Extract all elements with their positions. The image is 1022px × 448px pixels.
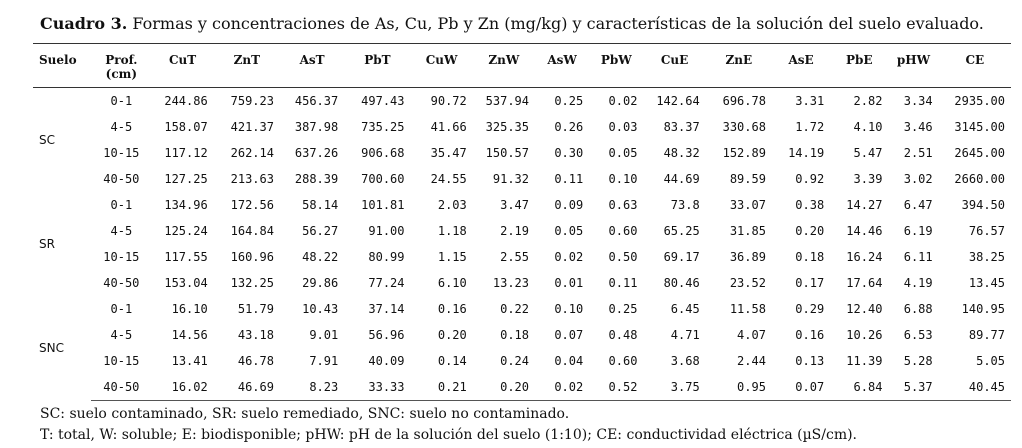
value-cell: 160.96 [230, 250, 274, 264]
depth-cell: 4-5 [110, 224, 133, 238]
value-cell: 11.39 [846, 354, 883, 368]
value-cell: 0.24 [500, 354, 529, 368]
value-cell: 0.11 [554, 172, 584, 186]
header-prof-line2: (cm) [105, 67, 138, 81]
caption-label: Cuadro 3. [40, 14, 128, 33]
value-cell: 0.21 [411, 374, 473, 401]
value-cell: 17.64 [846, 276, 883, 290]
header-zne: ZnE [706, 44, 772, 88]
value-cell: 0.16 [795, 328, 825, 342]
value-cell: 0.02 [535, 374, 589, 401]
value-cell: 0.04 [554, 354, 584, 368]
value-cell: 6.88 [903, 302, 933, 316]
value-cell: 69.17 [663, 250, 700, 264]
value-cell: 33.07 [729, 198, 766, 212]
value-cell: 0.20 [437, 328, 467, 342]
value-cell: 1.15 [437, 250, 467, 264]
value-cell: 9.01 [309, 328, 339, 342]
depth-cell: 4-5 [110, 120, 133, 134]
value-cell: 0.16 [437, 302, 467, 316]
value-cell: 46.69 [214, 374, 280, 401]
depth-cell: 10-15 [103, 250, 140, 264]
value-cell: 73.8 [670, 198, 700, 212]
value-cell: 0.95 [706, 374, 772, 401]
value-cell: 3.68 [670, 354, 700, 368]
value-cell: 83.37 [663, 120, 700, 134]
table-header-row [33, 44, 1011, 88]
header-pbe: PbE [830, 44, 888, 88]
value-cell: 90.72 [430, 94, 467, 108]
header-pbt: PbT [344, 44, 410, 88]
note-abbreviations: T: total, W: soluble; E: biodisponible; pHW: pH de la solución del suelo (1:10); CE: conductividad eléctrica (µS/cm). [40, 427, 858, 443]
value-cell: 44.69 [663, 172, 700, 186]
depth-cell: 10-15 [103, 146, 140, 160]
value-cell: 40.09 [368, 354, 405, 368]
value-cell: 58.14 [302, 198, 339, 212]
header-prof [91, 44, 151, 88]
table-row [33, 88, 1011, 115]
value-cell: 0.29 [795, 302, 825, 316]
table-row [33, 322, 1011, 348]
table-row [33, 244, 1011, 270]
value-cell: 56.96 [368, 328, 405, 342]
header-asw: AsW [535, 44, 589, 88]
value-cell: 91.00 [368, 224, 405, 238]
value-cell: 0.05 [608, 146, 638, 160]
value-cell: 906.68 [361, 146, 405, 160]
depth-cell: 0-1 [110, 198, 133, 212]
depth-cell: 4-5 [110, 328, 133, 342]
value-cell: 456.37 [294, 94, 339, 108]
header-cuw: CuW [411, 44, 473, 88]
value-cell: 127.25 [164, 172, 208, 186]
value-cell: 16.02 [151, 374, 213, 401]
value-cell: 2.44 [737, 354, 766, 368]
value-cell: 0.09 [554, 198, 584, 212]
value-cell: 142.64 [656, 94, 700, 108]
value-cell: 2645.00 [954, 146, 1005, 160]
value-cell: 152.89 [722, 146, 766, 160]
value-cell: 6.45 [670, 302, 700, 316]
value-cell: 13.41 [171, 354, 208, 368]
value-cell: 140.95 [961, 302, 1005, 316]
value-cell: 0.14 [437, 354, 467, 368]
table-row [33, 166, 1011, 192]
value-cell: 2660.00 [954, 172, 1005, 186]
value-cell: 3.34 [903, 94, 933, 108]
value-cell: 6.84 [830, 374, 888, 401]
value-cell: 5.37 [888, 374, 938, 401]
depth-cell: 40-50 [103, 172, 140, 186]
value-cell: 150.57 [485, 146, 529, 160]
value-cell: 0.92 [795, 172, 825, 186]
value-cell: 172.56 [230, 198, 274, 212]
data-table-container [33, 43, 1011, 401]
value-cell: 0.17 [795, 276, 825, 290]
value-cell: 0.20 [795, 224, 825, 238]
value-cell: 37.14 [368, 302, 405, 316]
value-cell: 117.12 [164, 146, 208, 160]
value-cell: 101.81 [361, 198, 405, 212]
value-cell: 2.51 [903, 146, 933, 160]
value-cell: 23.52 [729, 276, 766, 290]
depth-cell: 0-1 [110, 302, 133, 316]
value-cell: 2.03 [437, 198, 467, 212]
value-cell: 10.43 [302, 302, 339, 316]
value-cell: 0.05 [554, 224, 584, 238]
soil-label: SNC [39, 341, 64, 356]
header-prof-line1: Prof. [105, 53, 138, 67]
value-cell: 330.68 [722, 120, 766, 134]
value-cell: 10.26 [846, 328, 883, 342]
value-cell: 421.37 [230, 120, 274, 134]
value-cell: 0.18 [500, 328, 529, 342]
value-cell: 0.38 [795, 198, 825, 212]
value-cell: 14.27 [846, 198, 883, 212]
value-cell: 244.86 [164, 94, 208, 108]
value-cell: 0.63 [608, 198, 638, 212]
value-cell: 16.24 [846, 250, 883, 264]
value-cell: 735.25 [361, 120, 405, 134]
value-cell: 0.11 [608, 276, 638, 290]
value-cell: 0.50 [608, 250, 638, 264]
header-ce: CE [939, 44, 1011, 88]
value-cell: 1.72 [795, 120, 825, 134]
value-cell: 0.25 [608, 302, 638, 316]
value-cell: 3.39 [853, 172, 883, 186]
value-cell: 91.32 [492, 172, 529, 186]
header-znt: ZnT [214, 44, 280, 88]
value-cell: 0.20 [473, 374, 535, 401]
value-cell: 5.05 [976, 354, 1005, 368]
value-cell: 0.01 [554, 276, 584, 290]
value-cell: 134.96 [164, 198, 208, 212]
header-znw: ZnW [473, 44, 535, 88]
value-cell: 0.02 [608, 94, 638, 108]
value-cell: 56.27 [302, 224, 339, 238]
value-cell: 46.78 [237, 354, 274, 368]
value-cell: 40.45 [939, 374, 1011, 401]
value-cell: 325.35 [485, 120, 529, 134]
value-cell: 4.71 [670, 328, 700, 342]
value-cell: 24.55 [430, 172, 467, 186]
value-cell: 125.24 [164, 224, 208, 238]
header-cut: CuT [151, 44, 213, 88]
value-cell: 65.25 [663, 224, 700, 238]
value-cell: 8.23 [280, 374, 344, 401]
note-soil-legend: SC: suelo contaminado, SR: suelo remediado, SNC: suelo no contaminado. [40, 406, 570, 422]
value-cell: 5.47 [853, 146, 883, 160]
value-cell: 0.02 [554, 250, 584, 264]
caption-text: Formas y concentraciones de As, Cu, Pb y Zn (mg/kg) y características de la solución del suelo evaluado. [127, 14, 984, 33]
value-cell: 13.45 [968, 276, 1005, 290]
value-cell: 43.18 [237, 328, 274, 342]
value-cell: 0.07 [772, 374, 830, 401]
value-cell: 41.66 [430, 120, 467, 134]
table-row [33, 218, 1011, 244]
value-cell: 117.55 [164, 250, 208, 264]
header-ase: AsE [772, 44, 830, 88]
value-cell: 89.77 [968, 328, 1005, 342]
value-cell: 7.91 [309, 354, 339, 368]
value-cell: 36.89 [729, 250, 766, 264]
value-cell: 14.19 [788, 146, 825, 160]
value-cell: 16.10 [171, 302, 208, 316]
value-cell: 0.22 [500, 302, 529, 316]
value-cell: 696.78 [722, 94, 766, 108]
value-cell: 0.26 [554, 120, 584, 134]
value-cell: 497.43 [361, 94, 405, 108]
value-cell: 14.56 [171, 328, 208, 342]
value-cell: 38.25 [968, 250, 1005, 264]
value-cell: 77.24 [368, 276, 405, 290]
value-cell: 29.86 [302, 276, 339, 290]
value-cell: 48.32 [663, 146, 700, 160]
value-cell: 6.47 [903, 198, 933, 212]
value-cell: 637.26 [294, 146, 339, 160]
value-cell: 153.04 [164, 276, 208, 290]
value-cell: 262.14 [230, 146, 274, 160]
value-cell: 2.55 [500, 250, 529, 264]
value-cell: 3145.00 [954, 120, 1005, 134]
value-cell: 0.10 [608, 172, 638, 186]
value-cell: 14.46 [846, 224, 883, 238]
value-cell: 48.22 [302, 250, 339, 264]
value-cell: 80.46 [663, 276, 700, 290]
value-cell: 0.10 [554, 302, 584, 316]
value-cell: 3.02 [903, 172, 933, 186]
value-cell: 31.85 [729, 224, 766, 238]
table-caption [40, 14, 984, 33]
value-cell: 80.99 [368, 250, 405, 264]
value-cell: 387.98 [294, 120, 339, 134]
depth-cell: 10-15 [103, 354, 140, 368]
value-cell: 0.30 [554, 146, 584, 160]
header-cue: CuE [643, 44, 705, 88]
table-row [33, 374, 1011, 401]
value-cell: 0.52 [589, 374, 643, 401]
value-cell: 3.75 [643, 374, 705, 401]
value-cell: 6.53 [903, 328, 933, 342]
value-cell: 537.94 [485, 94, 529, 108]
value-cell: 2935.00 [954, 94, 1005, 108]
value-cell: 51.79 [237, 302, 274, 316]
value-cell: 6.10 [437, 276, 467, 290]
depth-cell: 40-50 [103, 276, 140, 290]
value-cell: 76.57 [968, 224, 1005, 238]
value-cell: 0.07 [554, 328, 584, 342]
value-cell: 2.19 [500, 224, 529, 238]
value-cell: 4.19 [903, 276, 933, 290]
value-cell: 3.31 [795, 94, 825, 108]
value-cell: 4.10 [853, 120, 883, 134]
table-row [33, 348, 1011, 374]
value-cell: 0.48 [608, 328, 638, 342]
value-cell: 4.07 [737, 328, 766, 342]
value-cell: 0.60 [608, 224, 638, 238]
value-cell: 164.84 [230, 224, 274, 238]
table-body [33, 88, 1011, 401]
table-row [33, 192, 1011, 218]
value-cell: 6.19 [903, 224, 933, 238]
depth-cell: 0-1 [110, 94, 133, 108]
soil-label: SR [39, 237, 55, 251]
value-cell: 759.23 [230, 94, 274, 108]
value-cell: 0.25 [554, 94, 584, 108]
value-cell: 11.58 [729, 302, 766, 316]
table-row [33, 140, 1011, 166]
value-cell: 1.18 [437, 224, 467, 238]
header-suelo: Suelo [33, 44, 91, 88]
header-ast: AsT [280, 44, 344, 88]
value-cell: 35.47 [430, 146, 467, 160]
value-cell: 13.23 [492, 276, 529, 290]
value-cell: 2.82 [853, 94, 883, 108]
value-cell: 89.59 [729, 172, 766, 186]
value-cell: 132.25 [230, 276, 274, 290]
value-cell: 0.18 [795, 250, 825, 264]
value-cell: 158.07 [164, 120, 208, 134]
value-cell: 0.13 [795, 354, 825, 368]
soil-label: SC [39, 133, 55, 147]
value-cell: 3.46 [903, 120, 933, 134]
value-cell: 12.40 [846, 302, 883, 316]
table-notes [40, 404, 857, 446]
value-cell: 213.63 [230, 172, 274, 186]
value-cell: 0.60 [608, 354, 638, 368]
value-cell: 394.50 [961, 198, 1005, 212]
header-phw: pHW [888, 44, 938, 88]
value-cell: 288.39 [294, 172, 339, 186]
value-cell: 0.03 [608, 120, 638, 134]
data-table [33, 43, 1011, 401]
value-cell: 33.33 [344, 374, 410, 401]
table-row [33, 114, 1011, 140]
header-pbw: PbW [589, 44, 643, 88]
table-row [33, 296, 1011, 322]
value-cell: 3.47 [500, 198, 529, 212]
table-row [33, 270, 1011, 296]
value-cell: 5.28 [903, 354, 933, 368]
value-cell: 6.11 [903, 250, 933, 264]
value-cell: 700.60 [361, 172, 405, 186]
depth-cell: 40-50 [91, 374, 151, 401]
